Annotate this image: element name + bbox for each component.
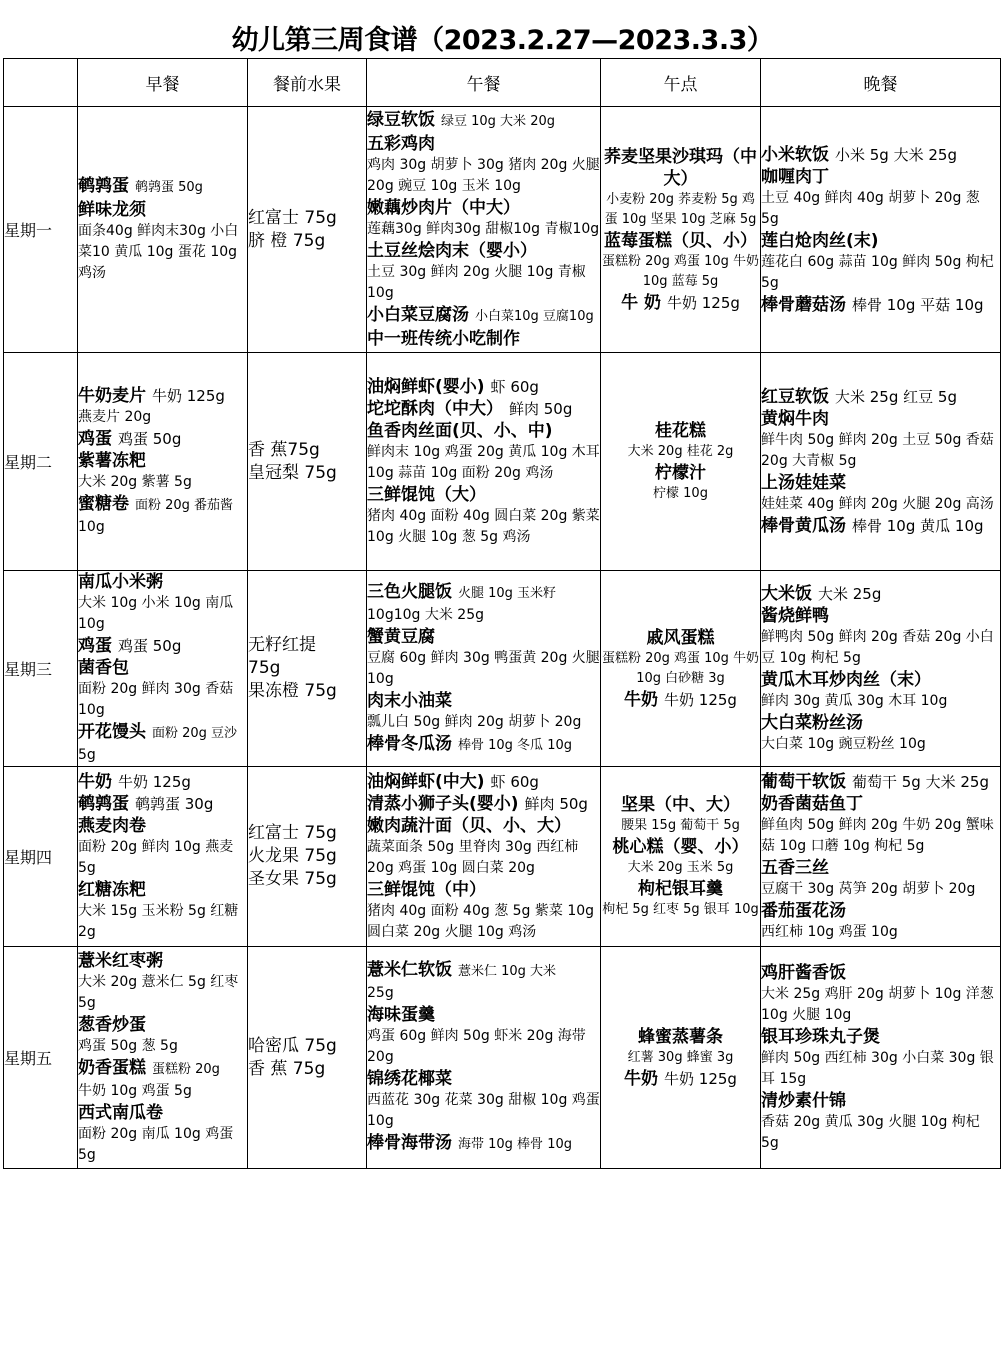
dinner-item	[761, 771, 1000, 793]
ingredients: 面粉 20g 鲜肉 30g 香菇 10g	[78, 681, 234, 718]
snack-item	[601, 292, 760, 314]
ingredients: 鲜肉末 10g 鸡蛋 20g 黄瓜 10g 木耳 10g 蒜苗 10g 面粉 20g 鸡汤	[367, 443, 600, 481]
ingredients: 土豆 30g 鲜肉 20g 火腿 10g 青椒 10g	[367, 264, 586, 301]
ingredients-inline: 大米 25g	[818, 584, 882, 603]
dish-name: 小白菜豆腐汤	[367, 305, 469, 325]
dish-name: 三鲜馄饨（大）	[367, 484, 486, 505]
lunch-item	[367, 109, 600, 133]
fruit-cell	[248, 571, 367, 767]
header-corner	[4, 59, 78, 107]
dinner-item	[761, 472, 1000, 515]
breakfast-item	[78, 175, 247, 199]
ingredients: 大米 20g 玉米 5g	[627, 859, 734, 875]
dinner-item	[761, 166, 1000, 230]
dish-name: 牛奶	[624, 689, 659, 710]
fruit-cell	[248, 947, 367, 1169]
snack-cell	[601, 353, 761, 571]
ingredients: 5g	[78, 747, 96, 763]
snack-item	[601, 836, 760, 878]
ingredients: 蔬菜面条 50g 里脊肉 30g 西红柿 20g 鸡蛋 10g 圆白菜 20g	[367, 838, 579, 876]
breakfast-item	[78, 428, 247, 450]
breakfast-item	[78, 1014, 247, 1057]
dish-name: 海味蛋羹	[367, 1005, 435, 1025]
dinner-item	[761, 605, 1000, 669]
ingredients: 鲜牛肉 50g 鲜肉 20g 土豆 50g 香菇 20g 大青椒 5g	[761, 432, 994, 469]
lunch-cell	[367, 571, 601, 767]
dinner-item	[761, 583, 1000, 605]
header-lunch: 午餐	[367, 59, 601, 107]
breakfast-cell	[78, 353, 248, 571]
ingredients-inline: 葡萄干 5g 大米 25g	[852, 772, 989, 791]
dish-name: 枸杞银耳羹	[638, 878, 723, 899]
breakfast-item	[78, 493, 247, 538]
dish-name: 黄焖牛肉	[761, 409, 829, 429]
snack-cell	[601, 571, 761, 767]
snack-cell	[601, 767, 761, 947]
snack-cell	[601, 107, 761, 353]
lunch-item	[367, 793, 600, 815]
lunch-item	[367, 815, 600, 879]
dish-name: 燕麦肉卷	[78, 815, 146, 836]
breakfast-item	[78, 450, 247, 493]
lunch-item	[367, 328, 600, 350]
breakfast-item	[78, 721, 247, 766]
dinner-item	[761, 793, 1000, 857]
ingredients: 大米 20g 桂花 2g	[627, 443, 734, 459]
dinner-item	[761, 900, 1000, 943]
ingredients: 鲜肉 50g 西红柿 30g 小白菜 30g 银耳 15g	[761, 1049, 994, 1087]
dish-name: 大白菜粉丝汤	[761, 712, 863, 733]
ingredients: 25g	[367, 985, 394, 1001]
dish-name: 五香三丝	[761, 857, 829, 878]
ingredients-inline: 鹌鹑蛋 30g	[135, 794, 214, 813]
fruit-item: 皇冠梨 75g	[248, 462, 337, 483]
ingredients: 香菇 20g 黄瓜 30g 火腿 10g 枸杞 5g	[761, 1113, 980, 1151]
ingredients-inline: 鲜肉 50g	[524, 794, 588, 813]
fruit-item: 圣女果 75g	[248, 869, 337, 889]
dish-name: 五彩鸡肉	[367, 134, 435, 154]
ingredients: 蛋糕粉 20g 鸡蛋 10g 牛奶 10g 白砂糖 3g	[601, 650, 760, 686]
lunch-item	[367, 133, 600, 197]
dish-name: 鸡肝酱香饭	[761, 962, 846, 983]
lunch-item	[367, 959, 600, 1004]
ingredients-inline: 牛奶 125g	[667, 293, 740, 312]
menu-table	[3, 58, 1001, 1169]
lunch-item	[367, 420, 600, 484]
header-breakfast: 早餐	[78, 59, 248, 107]
breakfast-item	[78, 815, 247, 879]
dish-name: 牛奶麦片	[78, 386, 146, 406]
ingredients-inline: 鸡蛋 50g	[118, 430, 182, 448]
ingredients-inline: 牛奶 125g	[664, 1069, 737, 1088]
lunch-item	[367, 1132, 600, 1156]
lunch-item	[367, 733, 600, 757]
ingredients: 燕麦片 20g	[78, 409, 152, 425]
dish-name: 菌香包	[78, 658, 129, 678]
dinner-item	[761, 230, 1000, 294]
ingredients: 豆腐 60g 鲜肉 30g 鸭蛋黄 20g 火腿 10g	[367, 649, 600, 687]
lunch-cell	[367, 947, 601, 1169]
dinner-cell	[761, 947, 1001, 1169]
dish-name: 西式南瓜卷	[78, 1102, 163, 1123]
dish-name: 上汤娃娃菜	[761, 473, 846, 493]
day-row	[4, 353, 1001, 571]
dish-name: 奶香菌菇鱼丁	[761, 793, 863, 814]
dish-name: 牛奶	[78, 771, 112, 792]
ingredients-inline: 小白菜10g 豆腐10g	[475, 309, 594, 324]
fruit-cell	[248, 767, 367, 947]
header-snack: 午点	[601, 59, 761, 107]
breakfast-item	[78, 385, 247, 428]
ingredients: 枸杞 5g 红枣 5g 银耳 10g	[602, 901, 759, 917]
lunch-cell	[367, 353, 601, 571]
dish-name: 蟹黄豆腐	[367, 626, 435, 647]
header-fruit: 餐前水果	[248, 59, 367, 107]
snack-item	[601, 230, 760, 292]
ingredients: 小麦粉 20g 荞麦粉 5g 鸡蛋 10g 坚果 10g 芝麻 5g	[604, 191, 757, 227]
ingredients-inline: 虾 60g	[490, 377, 539, 396]
breakfast-item	[78, 950, 247, 1014]
dish-name: 蓝莓蛋糕（贝、小）	[604, 230, 757, 251]
ingredients-inline: 鲜肉 50g	[509, 399, 573, 418]
dish-name: 薏米红枣粥	[78, 950, 163, 971]
dish-name: 油焖鲜虾(婴小)	[367, 376, 485, 397]
dish-name: 葱香炒蛋	[78, 1014, 146, 1035]
dish-name: 荞麦坚果沙琪玛（中大）	[604, 146, 757, 189]
ingredients: 柠檬 10g	[653, 485, 708, 501]
dish-name: 黄瓜木耳炒肉丝（末）	[761, 669, 931, 690]
ingredients: 鸡肉 30g 胡萝卜 30g 猪肉 20g 火腿 20g 豌豆 10g 玉米 10g	[367, 157, 600, 194]
ingredients-inline: 牛奶 125g	[152, 387, 225, 405]
snack-item	[601, 689, 760, 711]
breakfast-cell	[78, 767, 248, 947]
dinner-item	[761, 386, 1000, 408]
dish-name: 牛 奶	[621, 292, 661, 313]
ingredients: 红薯 30g 蜂蜜 3g	[627, 1049, 734, 1065]
ingredients-inline: 牛奶 125g	[664, 690, 737, 709]
header-dinner: 晚餐	[761, 59, 1001, 107]
lunch-item	[367, 1068, 600, 1132]
ingredients: 10g	[78, 519, 105, 535]
dish-name: 开花馒头	[78, 722, 146, 742]
ingredients: 腰果 15g 葡萄干 5g	[621, 817, 740, 833]
ingredients: 面条40g 鲜肉末30g 小白菜10 黄瓜 10g 蛋花 10g 鸡汤	[78, 223, 239, 281]
ingredients-inline: 海带 10g 棒骨 10g	[458, 1137, 572, 1152]
dish-name: 棒骨黄瓜汤	[761, 516, 846, 536]
lunch-cell	[367, 107, 601, 353]
breakfast-cell	[78, 947, 248, 1169]
snack-item	[601, 1068, 760, 1090]
dinner-cell	[761, 107, 1001, 353]
lunch-item	[367, 581, 600, 626]
day-label: 星期一	[4, 107, 78, 353]
ingredients: 蛋糕粉 20g 鸡蛋 10g 牛奶 10g 蓝莓 5g	[601, 253, 760, 289]
snack-item	[601, 146, 760, 230]
ingredients-inline: 棒骨 10g 冬瓜 10g	[458, 737, 572, 753]
ingredients: 西红柿 10g 鸡蛋 10g	[761, 923, 898, 940]
dish-name: 小米软饭	[761, 144, 829, 165]
dinner-item	[761, 1090, 1000, 1154]
lunch-item	[367, 484, 600, 548]
dish-name: 鱼香肉丝面(贝、小、中)	[367, 420, 553, 441]
breakfast-item	[78, 1102, 247, 1166]
day-row	[4, 947, 1001, 1169]
day-label: 星期二	[4, 353, 78, 571]
dish-name: 坚果（中、大）	[621, 794, 740, 815]
dish-name: 戚风蛋糕	[646, 627, 715, 648]
dinner-item	[761, 669, 1000, 712]
ingredients: 豆腐干 30g 莴笋 20g 胡萝卜 20g	[761, 880, 976, 897]
dish-name: 酱烧鲜鸭	[761, 605, 829, 626]
dinner-item	[761, 408, 1000, 472]
snack-item	[601, 794, 760, 836]
breakfast-cell	[78, 107, 248, 353]
ingredients-inline: 鹌鹑蛋 50g	[135, 180, 203, 195]
ingredients-inline: 蛋糕粉 20g	[152, 1061, 220, 1077]
snack-item	[601, 878, 760, 920]
snack-item	[601, 1026, 760, 1068]
ingredients: 鲜鸭肉 50g 鲜肉 20g 香菇 20g 小白豆 10g 枸杞 5g	[761, 628, 994, 666]
dish-name: 薏米仁软饭	[367, 960, 452, 980]
dish-name: 肉末小油菜	[367, 690, 452, 711]
dish-name: 奶香蛋糕	[78, 1057, 146, 1078]
ingredients: 大米 25g 鸡肝 20g 胡萝卜 10g 洋葱 10g 火腿 10g	[761, 985, 994, 1023]
lunch-item	[367, 879, 600, 943]
fruit-item: 香 蕉75g	[248, 439, 320, 460]
dinner-item	[761, 962, 1000, 1026]
snack-item	[601, 420, 760, 462]
dish-name: 柠檬汁	[655, 462, 706, 483]
breakfast-item	[78, 771, 247, 793]
dish-name: 红糖冻粑	[78, 879, 146, 900]
breakfast-item	[78, 793, 247, 815]
dish-name: 桂花糕	[655, 420, 706, 441]
dish-name: 中一班传统小吃制作	[367, 329, 520, 349]
lunch-item	[367, 197, 600, 240]
dinner-item	[761, 144, 1000, 166]
ingredients: 大米 10g 小米 10g 南瓜 10g	[78, 595, 234, 632]
day-row	[4, 107, 1001, 353]
fruit-item: 香 蕉 75g	[248, 1058, 326, 1079]
ingredients: 鲜肉 30g 黄瓜 30g 木耳 10g	[761, 692, 948, 709]
dish-name: 番茄蛋花汤	[761, 900, 846, 921]
dish-name: 清炒素什锦	[761, 1090, 846, 1111]
fruit-item: 哈密瓜 75g	[248, 1035, 337, 1056]
lunch-item	[367, 376, 600, 398]
day-label: 星期四	[4, 767, 78, 947]
dish-name: 蜂蜜蒸薯条	[638, 1026, 723, 1047]
fruit-cell	[248, 107, 367, 353]
dinner-item	[761, 294, 1000, 316]
day-row	[4, 767, 1001, 947]
dish-name: 油焖鲜虾(中大)	[367, 771, 485, 792]
dish-name: 紫薯冻粑	[78, 451, 146, 471]
dish-name: 蜜糖卷	[78, 494, 129, 514]
breakfast-item	[78, 657, 247, 721]
ingredients: 鸡蛋 50g 葱 5g	[78, 1037, 178, 1054]
dish-name: 咖喱肉丁	[761, 166, 829, 187]
dish-name: 鲜味龙须	[78, 200, 146, 220]
ingredients: 莲花白 60g 蒜苗 10g 鲜肉 50g 枸杞 5g	[761, 253, 994, 291]
dish-name: 鸡蛋	[78, 429, 112, 449]
ingredients-inline: 鸡蛋 50g	[118, 637, 182, 655]
ingredients: 猪肉 40g 面粉 40g 葱 5g 紫菜 10g 圆白菜 20g 火腿 10g 鸡汤	[367, 902, 595, 940]
snack-item	[601, 462, 760, 504]
dinner-cell	[761, 571, 1001, 767]
breakfast-item	[78, 1057, 247, 1102]
day-label: 星期五	[4, 947, 78, 1169]
ingredients: 鸡蛋 60g 鲜肉 50g 虾米 20g 海带 20g	[367, 1028, 586, 1065]
fruit-cell	[248, 353, 367, 571]
dinner-item	[761, 1026, 1000, 1090]
day-label: 星期三	[4, 571, 78, 767]
ingredients: 土豆 40g 鲜肉 40g 胡萝卜 20g 葱 5g	[761, 189, 980, 227]
fruit-item: 脐 橙 75g	[248, 230, 326, 251]
lunch-item	[367, 690, 600, 733]
dinner-cell	[761, 767, 1001, 947]
ingredients: 娃娃菜 40g 鲜肉 20g 火腿 20g 高汤	[761, 496, 994, 512]
ingredients: 鲜鱼肉 50g 鲜肉 20g 牛奶 20g 蟹味菇 10g 口蘑 10g 枸杞 5g	[761, 816, 994, 854]
ingredients-inline: 薏米仁 10g 大米	[458, 964, 557, 979]
dish-name: 红豆软饭	[761, 387, 829, 407]
lunch-item	[367, 398, 600, 420]
ingredients: 西蓝花 30g 花菜 30g 甜椒 10g 鸡蛋 10g	[367, 1092, 600, 1129]
dish-name: 鹌鹑蛋	[78, 793, 129, 814]
lunch-item	[367, 304, 600, 328]
ingredients-inline: 棒骨 10g 平菇 10g	[852, 295, 984, 314]
dish-name: 三色火腿饭	[367, 581, 452, 602]
lunch-item	[367, 626, 600, 690]
fruit-item: 红富士 75g	[248, 207, 337, 228]
dish-name: 大米饭	[761, 583, 812, 604]
dish-name: 鸡蛋	[78, 636, 112, 656]
dish-name: 坨坨酥肉（中大）	[367, 398, 503, 419]
ingredients-inline: 虾 60g	[490, 772, 539, 791]
fruit-item: 75g	[248, 658, 281, 678]
ingredients-inline: 面粉 20g 豆沙	[152, 726, 238, 741]
dish-name: 棒骨冬瓜汤	[367, 733, 452, 754]
breakfast-item	[78, 879, 247, 943]
dish-name: 鹌鹑蛋	[78, 176, 129, 196]
breakfast-item	[78, 635, 247, 657]
snack-cell	[601, 947, 761, 1169]
dish-name: 土豆丝烩肉末（婴小）	[367, 241, 537, 261]
breakfast-item	[78, 571, 247, 635]
dish-name: 嫩肉蔬汁面（贝、小、大）	[367, 815, 571, 836]
ingredients: 猪肉 40g 面粉 40g 圆白菜 20g 紫菜 10g 火腿 10g 葱 5g 鸡汤	[367, 507, 600, 545]
ingredients-inline: 棒骨 10g 黄瓜 10g	[852, 517, 984, 535]
lunch-item	[367, 1004, 600, 1068]
ingredients-inline: 火腿 10g 玉米籽	[458, 585, 557, 601]
dish-name: 棒骨海带汤	[367, 1133, 452, 1153]
ingredients: 大白菜 10g 豌豆粉丝 10g	[761, 735, 926, 752]
ingredients: 面粉 20g 南瓜 10g 鸡蛋 5g	[78, 1125, 234, 1163]
dish-name: 棒骨蘑菇汤	[761, 294, 846, 315]
ingredients-inline: 牛奶 125g	[118, 772, 191, 791]
lunch-cell	[367, 767, 601, 947]
dinner-item	[761, 712, 1000, 755]
dish-name: 南瓜小米粥	[78, 572, 163, 592]
fruit-item: 火龙果 75g	[248, 846, 337, 866]
dish-name: 锦绣花椰菜	[367, 1069, 452, 1089]
fruit-item: 果冻橙 75g	[248, 681, 337, 701]
dish-name: 银耳珍珠丸子煲	[761, 1026, 880, 1047]
breakfast-item	[78, 199, 247, 284]
ingredients: 大米 20g 薏米仁 5g 红枣 5g	[78, 973, 239, 1011]
lunch-item	[367, 771, 600, 793]
ingredients: 莲藕30g 鲜肉30g 甜椒10g 青椒10g	[367, 221, 600, 237]
dish-name: 莲白炝肉丝(末)	[761, 230, 879, 251]
header-row	[4, 59, 1001, 107]
page-title: 幼儿第三周食谱（2023.2.27—2023.3.3）	[231, 25, 774, 56]
ingredients-inline: 小米 5g 大米 25g	[835, 145, 957, 164]
dish-name: 嫩藕炒肉片（中大）	[367, 198, 520, 218]
ingredients: 瓢儿白 50g 鲜肉 20g 胡萝卜 20g	[367, 713, 582, 730]
fruit-item: 无籽红提	[248, 635, 316, 655]
snack-item	[601, 627, 760, 689]
dish-name: 三鲜馄饨（中）	[367, 879, 486, 900]
ingredients: 10g10g 大米 25g	[367, 606, 485, 623]
dinner-cell	[761, 353, 1001, 571]
breakfast-cell	[78, 571, 248, 767]
dinner-item	[761, 515, 1000, 537]
day-row	[4, 571, 1001, 767]
dish-name: 绿豆软饭	[367, 110, 435, 130]
dish-name: 清蒸小狮子头(婴小)	[367, 793, 519, 814]
dinner-item	[761, 857, 1000, 900]
lunch-item	[367, 240, 600, 304]
ingredients: 面粉 20g 鲜肉 10g 燕麦 5g	[78, 838, 234, 876]
fruit-item: 红富士 75g	[248, 823, 337, 843]
dish-name: 桃心糕（婴、小）	[612, 836, 749, 857]
ingredients: 牛奶 10g 鸡蛋 5g	[78, 1082, 192, 1099]
ingredients: 大米 15g 玉米粉 5g 红糖 2g	[78, 902, 239, 940]
ingredients-inline: 面粉 20g 番茄酱	[135, 498, 234, 513]
dish-name: 牛奶	[624, 1068, 659, 1089]
ingredients: 大米 20g 紫薯 5g	[78, 474, 192, 490]
ingredients-inline: 大米 25g 红豆 5g	[835, 388, 957, 406]
dish-name: 葡萄干软饭	[761, 771, 846, 792]
ingredients-inline: 绿豆 10g 大米 20g	[441, 114, 555, 129]
